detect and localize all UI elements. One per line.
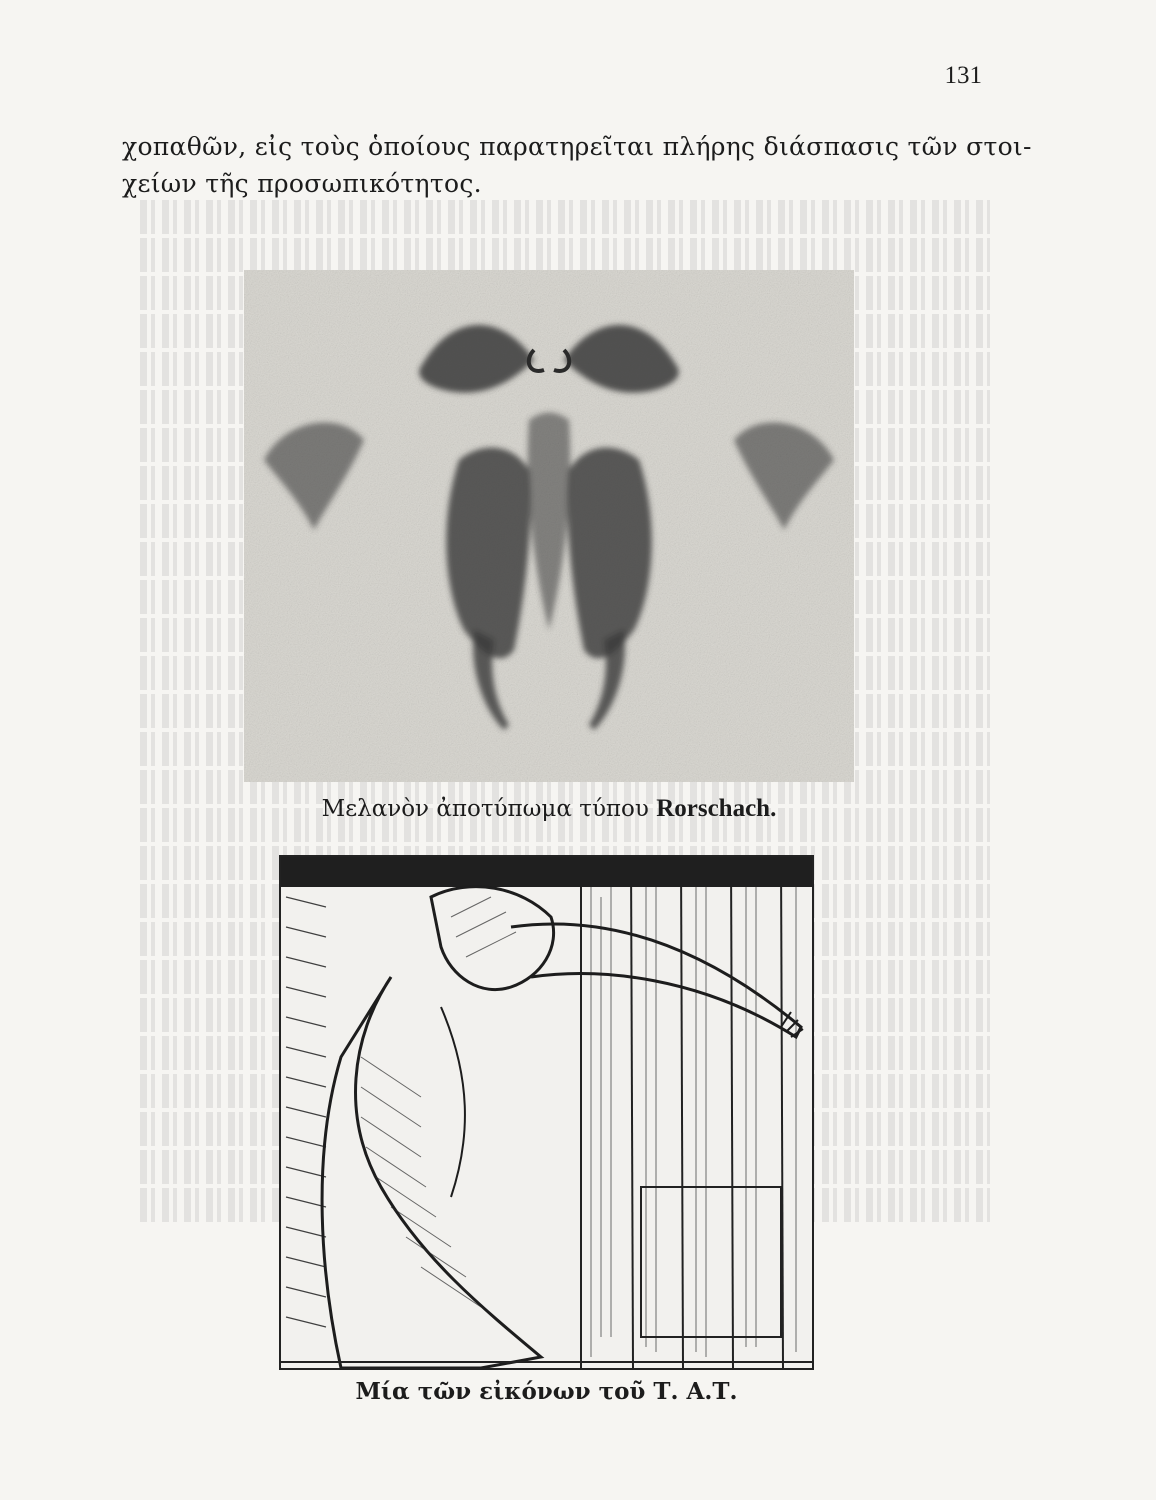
page-number: 131 xyxy=(944,62,982,89)
inkblot-illustration xyxy=(244,270,854,782)
tat-caption: Μία τῶν εἰκόνων τοῦ Τ. Α.Τ. xyxy=(355,1378,738,1405)
inkblot-caption xyxy=(244,795,854,823)
inkblot-caption-latin: Rorschach. xyxy=(656,795,777,822)
rorschach-inkblot-image xyxy=(244,270,854,782)
intro-paragraph xyxy=(122,128,1032,202)
tat-drawing-image xyxy=(279,855,814,1370)
intro-line-2: χείων τῆς προσωπικότητος. xyxy=(122,169,482,198)
inkblot-caption-greek: Μελανὸν ἀποτύπωμα τύπου xyxy=(321,796,657,822)
intro-line-1: χοπαθῶν, εἰς τοὺς ὁποίους παρατηρεῖται πλήρης διάσπασις τῶν στοι- xyxy=(122,132,1032,161)
tat-illustration xyxy=(281,857,812,1368)
